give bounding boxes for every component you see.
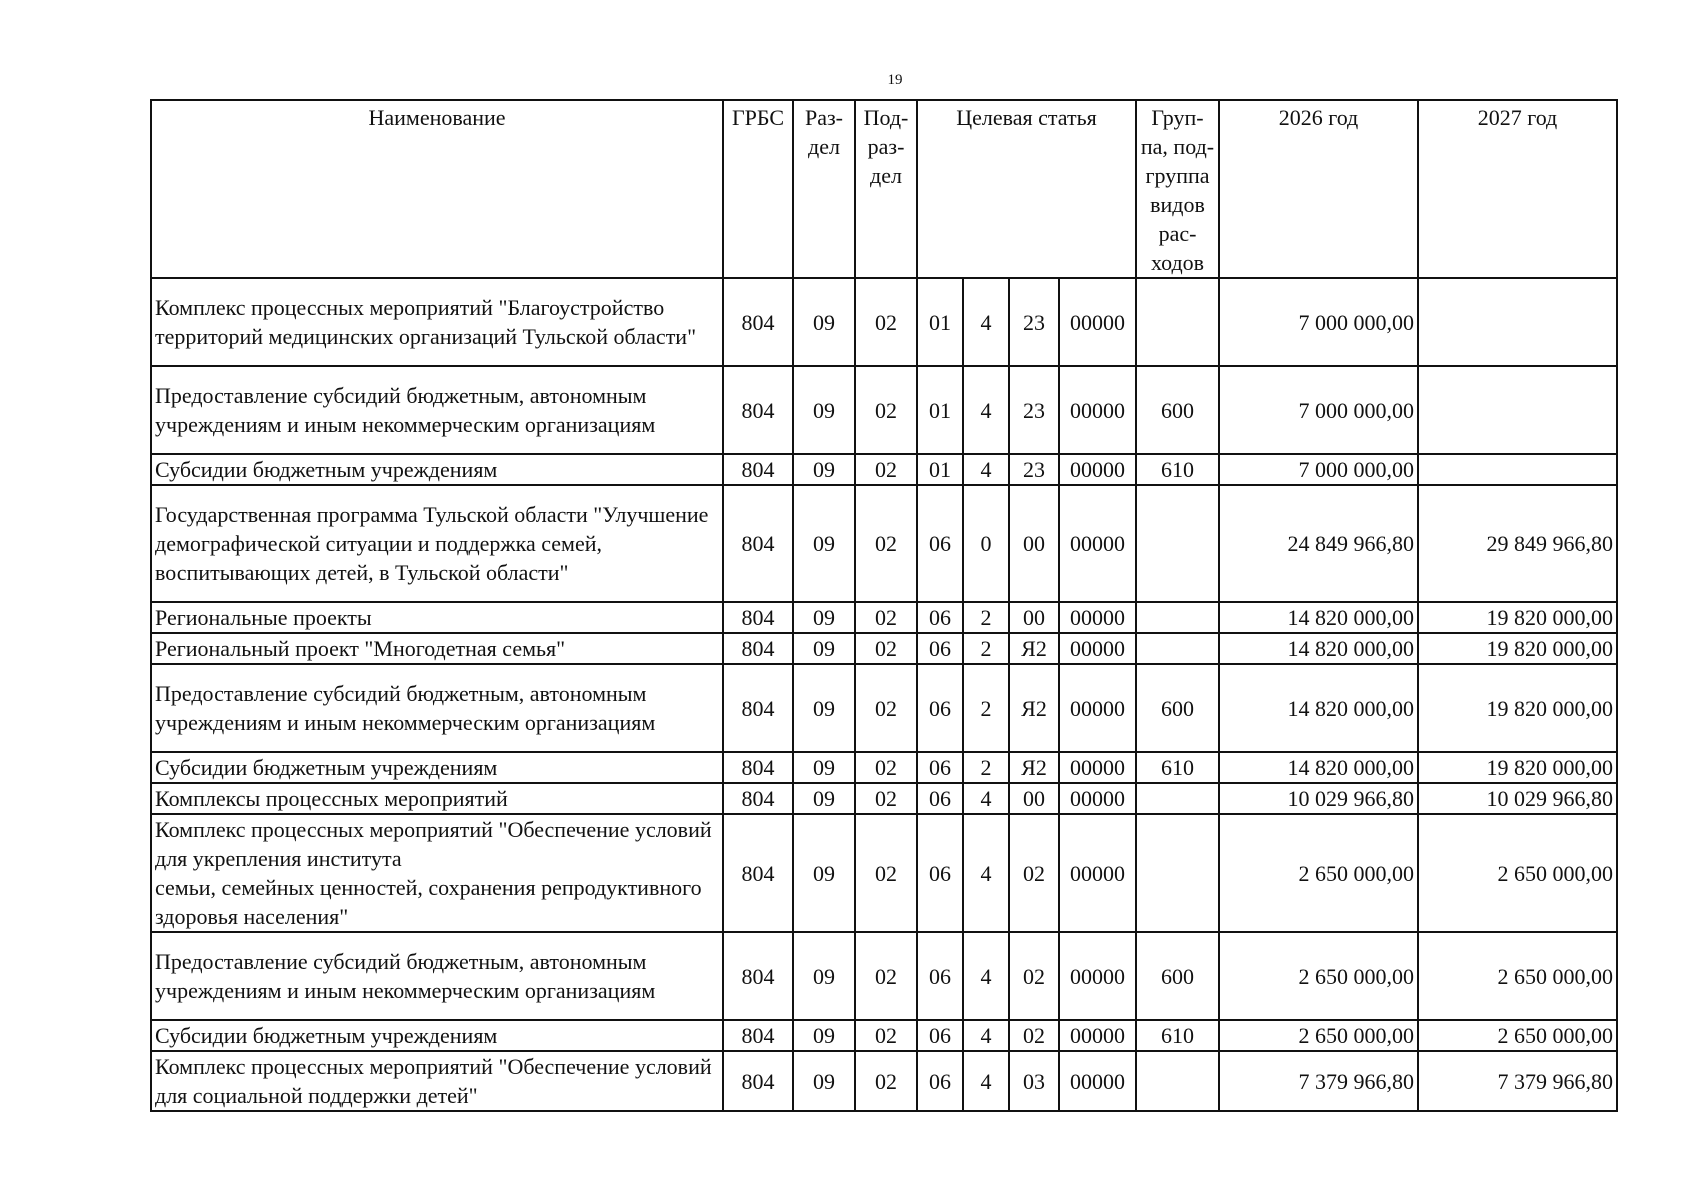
grbs-cell: 804 [723, 485, 793, 602]
target-event-cell: 02 [1009, 932, 1059, 1020]
expense-group-cell: 600 [1136, 932, 1219, 1020]
grbs-cell: 804 [723, 664, 793, 752]
row-name: Субсидии бюджетным учреждениям [151, 752, 723, 783]
expense-group-cell [1136, 278, 1219, 366]
row-name: Государственная программа Тульской области "Улучшение демографической ситуации и поддержка семей, воспитывающих детей, в Тульской области" [151, 485, 723, 602]
table-row [151, 932, 1617, 1020]
expense-group-cell: 610 [1136, 752, 1219, 783]
header-2027: 2027 год [1418, 100, 1617, 278]
target-event-cell: 23 [1009, 278, 1059, 366]
target-event-cell: 00 [1009, 602, 1059, 633]
row-name: Предоставление субсидий бюджетным, автономным учреждениям и иным некоммерческим организациям [151, 932, 723, 1020]
grbs-cell: 804 [723, 366, 793, 454]
target-direction-cell: 00000 [1059, 278, 1136, 366]
target-direction-cell: 00000 [1059, 1020, 1136, 1051]
amount-2027-cell: 2 650 000,00 [1418, 1020, 1617, 1051]
amount-2027-cell [1418, 278, 1617, 366]
target-type-cell: 4 [963, 814, 1009, 932]
target-program-cell: 01 [917, 454, 963, 485]
target-direction-cell: 00000 [1059, 783, 1136, 814]
target-event-cell: Я2 [1009, 752, 1059, 783]
amount-2027-cell: 7 379 966,80 [1418, 1051, 1617, 1111]
target-type-cell: 4 [963, 278, 1009, 366]
razdel-cell: 09 [793, 602, 855, 633]
row-name: Комплекс процессных мероприятий "Обеспечение условий для социальной поддержки детей" [151, 1051, 723, 1111]
target-type-cell: 4 [963, 454, 1009, 485]
podrazdel-cell: 02 [855, 752, 917, 783]
grbs-cell: 804 [723, 633, 793, 664]
target-direction-cell: 00000 [1059, 1051, 1136, 1111]
target-direction-cell: 00000 [1059, 752, 1136, 783]
expense-group-cell [1136, 633, 1219, 664]
grbs-cell: 804 [723, 1020, 793, 1051]
target-program-cell: 06 [917, 814, 963, 932]
expense-group-cell [1136, 814, 1219, 932]
target-program-cell: 06 [917, 602, 963, 633]
target-direction-cell: 00000 [1059, 454, 1136, 485]
amount-2027-cell [1418, 454, 1617, 485]
razdel-cell: 09 [793, 454, 855, 485]
amount-2027-cell: 19 820 000,00 [1418, 602, 1617, 633]
razdel-cell: 09 [793, 278, 855, 366]
grbs-cell: 804 [723, 932, 793, 1020]
podrazdel-cell: 02 [855, 633, 917, 664]
header-group: Груп- па, под- группа видов рас- ходов [1136, 100, 1219, 278]
target-event-cell: 23 [1009, 366, 1059, 454]
target-direction-cell: 00000 [1059, 485, 1136, 602]
grbs-cell: 804 [723, 454, 793, 485]
target-event-cell: 02 [1009, 814, 1059, 932]
target-event-cell: Я2 [1009, 633, 1059, 664]
amount-2027-cell: 10 029 966,80 [1418, 783, 1617, 814]
podrazdel-cell: 02 [855, 783, 917, 814]
expense-group-cell [1136, 1051, 1219, 1111]
table-row [151, 454, 1617, 485]
target-program-cell: 06 [917, 1020, 963, 1051]
table-row [151, 814, 1617, 932]
razdel-cell: 09 [793, 814, 855, 932]
amount-2026-cell: 7 000 000,00 [1219, 366, 1418, 454]
grbs-cell: 804 [723, 752, 793, 783]
amount-2026-cell: 14 820 000,00 [1219, 602, 1418, 633]
row-name: Комплекс процессных мероприятий "Благоустройство территорий медицинских организаций Тульской области" [151, 278, 723, 366]
razdel-cell: 09 [793, 1051, 855, 1111]
table-row [151, 602, 1617, 633]
amount-2027-cell: 2 650 000,00 [1418, 814, 1617, 932]
expense-group-cell [1136, 485, 1219, 602]
amount-2026-cell: 24 849 966,80 [1219, 485, 1418, 602]
amount-2027-cell: 19 820 000,00 [1418, 664, 1617, 752]
target-type-cell: 2 [963, 602, 1009, 633]
amount-2027-cell: 2 650 000,00 [1418, 932, 1617, 1020]
table-row [151, 1020, 1617, 1051]
row-name: Региональный проект "Многодетная семья" [151, 633, 723, 664]
razdel-cell: 09 [793, 485, 855, 602]
podrazdel-cell: 02 [855, 1051, 917, 1111]
table-header-row [151, 100, 1617, 278]
podrazdel-cell: 02 [855, 454, 917, 485]
target-type-cell: 4 [963, 1020, 1009, 1051]
row-name: Региональные проекты [151, 602, 723, 633]
razdel-cell: 09 [793, 1020, 855, 1051]
target-program-cell: 06 [917, 752, 963, 783]
expense-group-cell [1136, 783, 1219, 814]
razdel-cell: 09 [793, 932, 855, 1020]
row-name: Субсидии бюджетным учреждениям [151, 454, 723, 485]
target-type-cell: 4 [963, 783, 1009, 814]
target-event-cell: 03 [1009, 1051, 1059, 1111]
target-type-cell: 0 [963, 485, 1009, 602]
header-name: Наименование [151, 100, 723, 278]
target-program-cell: 06 [917, 633, 963, 664]
target-program-cell: 06 [917, 783, 963, 814]
amount-2026-cell: 2 650 000,00 [1219, 814, 1418, 932]
target-program-cell: 01 [917, 278, 963, 366]
table-row [151, 664, 1617, 752]
razdel-cell: 09 [793, 664, 855, 752]
amount-2026-cell: 7 379 966,80 [1219, 1051, 1418, 1111]
table-row [151, 783, 1617, 814]
table-row [151, 278, 1617, 366]
table-row [151, 485, 1617, 602]
table-row [151, 752, 1617, 783]
header-razdel: Раз- дел [793, 100, 855, 278]
razdel-cell: 09 [793, 783, 855, 814]
amount-2027-cell: 29 849 966,80 [1418, 485, 1617, 602]
grbs-cell: 804 [723, 783, 793, 814]
target-program-cell: 06 [917, 485, 963, 602]
row-name: Предоставление субсидий бюджетным, автономным учреждениям и иным некоммерческим организациям [151, 664, 723, 752]
row-name: Субсидии бюджетным учреждениям [151, 1020, 723, 1051]
header-grbs: ГРБС [723, 100, 793, 278]
podrazdel-cell: 02 [855, 602, 917, 633]
amount-2026-cell: 10 029 966,80 [1219, 783, 1418, 814]
amount-2026-cell: 2 650 000,00 [1219, 932, 1418, 1020]
podrazdel-cell: 02 [855, 278, 917, 366]
podrazdel-cell: 02 [855, 1020, 917, 1051]
target-type-cell: 2 [963, 664, 1009, 752]
target-event-cell: Я2 [1009, 664, 1059, 752]
target-program-cell: 06 [917, 932, 963, 1020]
target-program-cell: 01 [917, 366, 963, 454]
target-type-cell: 4 [963, 1051, 1009, 1111]
amount-2027-cell: 19 820 000,00 [1418, 633, 1617, 664]
razdel-cell: 09 [793, 366, 855, 454]
amount-2026-cell: 7 000 000,00 [1219, 278, 1418, 366]
target-event-cell: 02 [1009, 1020, 1059, 1051]
table-row [151, 1051, 1617, 1111]
amount-2026-cell: 14 820 000,00 [1219, 664, 1418, 752]
target-type-cell: 4 [963, 932, 1009, 1020]
expense-group-cell [1136, 602, 1219, 633]
razdel-cell: 09 [793, 633, 855, 664]
grbs-cell: 804 [723, 814, 793, 932]
target-direction-cell: 00000 [1059, 814, 1136, 932]
table-row [151, 366, 1617, 454]
target-direction-cell: 00000 [1059, 633, 1136, 664]
expense-group-cell: 600 [1136, 664, 1219, 752]
page-number: 19 [887, 72, 903, 88]
target-direction-cell: 00000 [1059, 932, 1136, 1020]
target-program-cell: 06 [917, 664, 963, 752]
grbs-cell: 804 [723, 1051, 793, 1111]
target-type-cell: 2 [963, 752, 1009, 783]
target-type-cell: 2 [963, 633, 1009, 664]
header-target: Целевая статья [917, 100, 1136, 278]
row-name: Комплекс процессных мероприятий "Обеспечение условий для укрепления института семьи, семейных ценностей, сохранения репродуктивного здоровья населения" [151, 814, 723, 932]
amount-2027-cell: 19 820 000,00 [1418, 752, 1617, 783]
row-name: Предоставление субсидий бюджетным, автономным учреждениям и иным некоммерческим организациям [151, 366, 723, 454]
target-direction-cell: 00000 [1059, 664, 1136, 752]
podrazdel-cell: 02 [855, 485, 917, 602]
podrazdel-cell: 02 [855, 664, 917, 752]
amount-2026-cell: 14 820 000,00 [1219, 633, 1418, 664]
amount-2026-cell: 7 000 000,00 [1219, 454, 1418, 485]
podrazdel-cell: 02 [855, 366, 917, 454]
target-event-cell: 00 [1009, 485, 1059, 602]
podrazdel-cell: 02 [855, 932, 917, 1020]
target-event-cell: 23 [1009, 454, 1059, 485]
expense-group-cell: 610 [1136, 1020, 1219, 1051]
target-event-cell: 00 [1009, 783, 1059, 814]
amount-2027-cell [1418, 366, 1617, 454]
target-type-cell: 4 [963, 366, 1009, 454]
target-program-cell: 06 [917, 1051, 963, 1111]
row-name: Комплексы процессных мероприятий [151, 783, 723, 814]
razdel-cell: 09 [793, 752, 855, 783]
expense-group-cell: 600 [1136, 366, 1219, 454]
header-2026: 2026 год [1219, 100, 1418, 278]
grbs-cell: 804 [723, 602, 793, 633]
grbs-cell: 804 [723, 278, 793, 366]
table-row [151, 633, 1617, 664]
amount-2026-cell: 14 820 000,00 [1219, 752, 1418, 783]
expense-group-cell: 610 [1136, 454, 1219, 485]
amount-2026-cell: 2 650 000,00 [1219, 1020, 1418, 1051]
budget-table [150, 99, 1618, 1112]
target-direction-cell: 00000 [1059, 602, 1136, 633]
header-podrazdel: Под- раз- дел [855, 100, 917, 278]
podrazdel-cell: 02 [855, 814, 917, 932]
target-direction-cell: 00000 [1059, 366, 1136, 454]
